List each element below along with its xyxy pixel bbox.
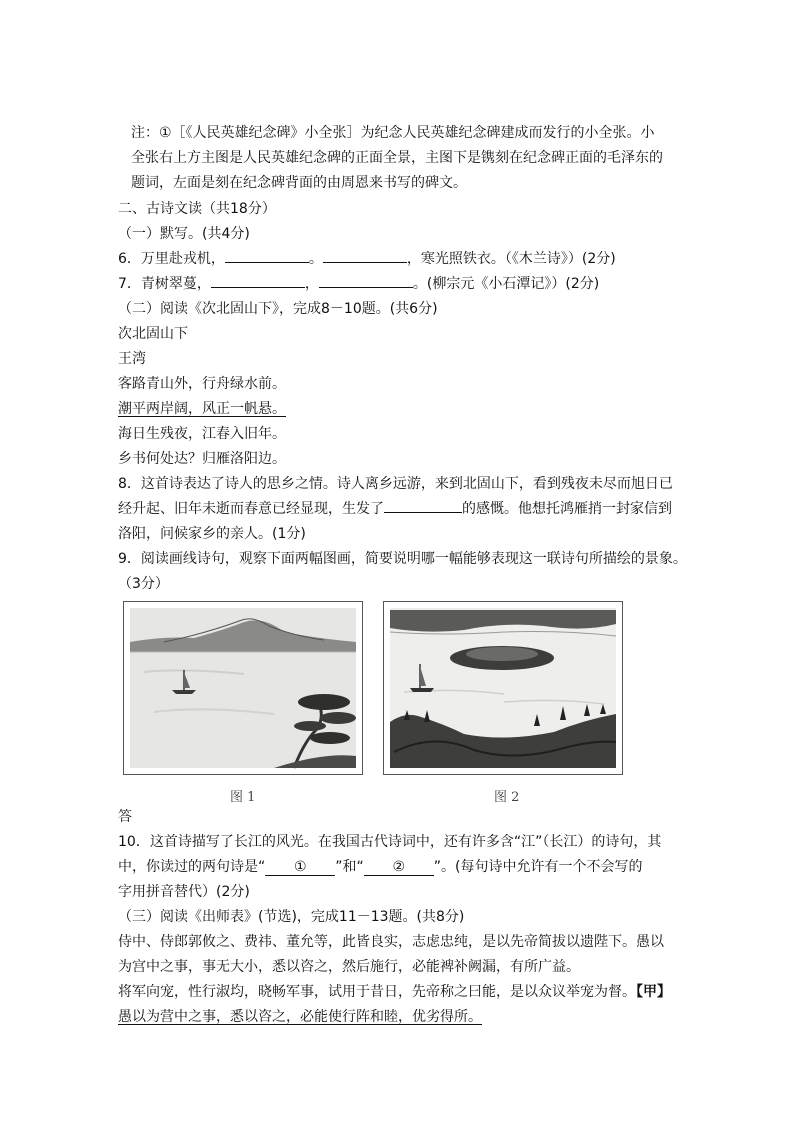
q10-text-a: 中，你读过的两句诗是“ [118,859,266,875]
q10-text-b: ”和“ [335,859,364,875]
q6-suffix: ，寒光照铁衣。（《木兰诗》）(2分) [406,251,616,267]
q7-blank-2[interactable] [319,273,413,288]
q6-blank-1[interactable] [225,248,309,263]
poem-line-1: 客路青山外，行舟绿水前。 [118,376,286,392]
figure-1-caption: 图 1 [230,790,256,805]
q7-prefix: 7．青树翠蔓， [118,276,211,292]
note-line-2: 全张右上方主图是人民英雄纪念碑的正面全景，主图下是镌刻在纪念碑正面的毛泽东的 [131,150,663,166]
q8-line-2 [118,497,672,521]
q7-suffix: 。(柳宗元《小石潭记》）(2分) [412,276,600,292]
q9-line-2: （3分） [118,576,169,592]
q7-mid: ， [304,276,319,292]
marker-jia: 【甲】 [636,984,671,1000]
q10-line-3: 字用拼音替代）(2分) [118,884,250,900]
q10-line-1: 10．这首诗描写了长江的风光。在我国古代诗词中，还有许多含“江”（长江）的诗句，其 [118,834,662,850]
passage-p1-line-1: 侍中、侍郎郭攸之、费祎、董允等，此皆良实，志虑忠纯，是以先帝简拔以遗陛下。愚以 [118,934,664,950]
q10-line-2 [118,855,643,879]
poem-author: 王湾 [118,351,146,367]
figure-2-caption: 图 2 [494,790,520,805]
question-6 [118,247,616,271]
passage-p2-line-1 [118,980,671,1004]
figure-2-painting [383,601,623,775]
q9-line-1: 9．阅读画线诗句，观察下面两幅图画，简要说明哪一幅能够表现这一联诗句所描绘的景象。 [118,551,687,567]
q8-line-2-text: 经升起、旧年未逝而春意已经显现，生发了 [118,501,384,517]
section-heading: 二、古诗文读（共18分） [118,201,276,217]
poem-title: 次北固山下 [118,326,188,342]
q6-mid: 。 [308,251,323,267]
q8-blank[interactable] [384,498,462,513]
part3-heading: （三）阅读《出师表》(节选)，完成11－13题。(共8分) [118,909,465,925]
q10-blank-1[interactable]: ① [265,859,335,876]
q8-line-1: 8．这首诗表达了诗人的思乡之情。诗人离乡远游，来到北固山下，看到残夜未尽而旭日已 [118,476,673,492]
q6-blank-2[interactable] [323,248,407,263]
passage-p1-line-2: 为宫中之事，事无大小，悉以咨之，然后施行，必能裨补阙漏，有所广益。 [118,959,580,975]
question-7 [118,272,599,296]
note-line-3: 题词，左面是刻在纪念碑背面的由周恩来书写的碑文。 [131,175,467,191]
poem-line-4: 乡书何处达？归雁洛阳边。 [118,451,286,467]
q8-line-2-after: 的感慨。他想托鸿雁捎一封家信到 [462,501,672,517]
passage-p2-text: 将军向宠，性行淑均，晓畅军事，试用于昔日，先帝称之曰能，是以众议举宠为督。 [118,984,636,1000]
note-line-1: 注：①［《人民英雄纪念碑》小全张］为纪念人民英雄纪念碑建成而发行的小全张。小 [131,125,655,141]
poem-line-3: 海日生残夜，江春入旧年。 [118,426,286,442]
part1-heading: （一）默写。(共4分) [118,226,250,242]
passage-p2-line-2-underlined: 愚以为营中之事，悉以咨之，必能使行阵和睦，优劣得所。 [118,1009,482,1025]
q7-blank-1[interactable] [211,273,305,288]
poem-line-2-underlined: 潮平两岸阔，风正一帆悬。 [118,401,286,417]
figure-1-painting [123,601,363,775]
q6-prefix: 6．万里赴戎机， [118,251,225,267]
answer-label: 答 [118,809,132,825]
part2-heading: （二）阅读《次北固山下》，完成8－10题。(共6分) [118,301,438,317]
q10-text-c: ”。(每句诗中允许有一个不会写的 [433,859,643,875]
q8-line-3: 洛阳，问候家乡的亲人。(1分) [118,526,306,542]
q10-blank-2[interactable]: ② [364,859,434,876]
